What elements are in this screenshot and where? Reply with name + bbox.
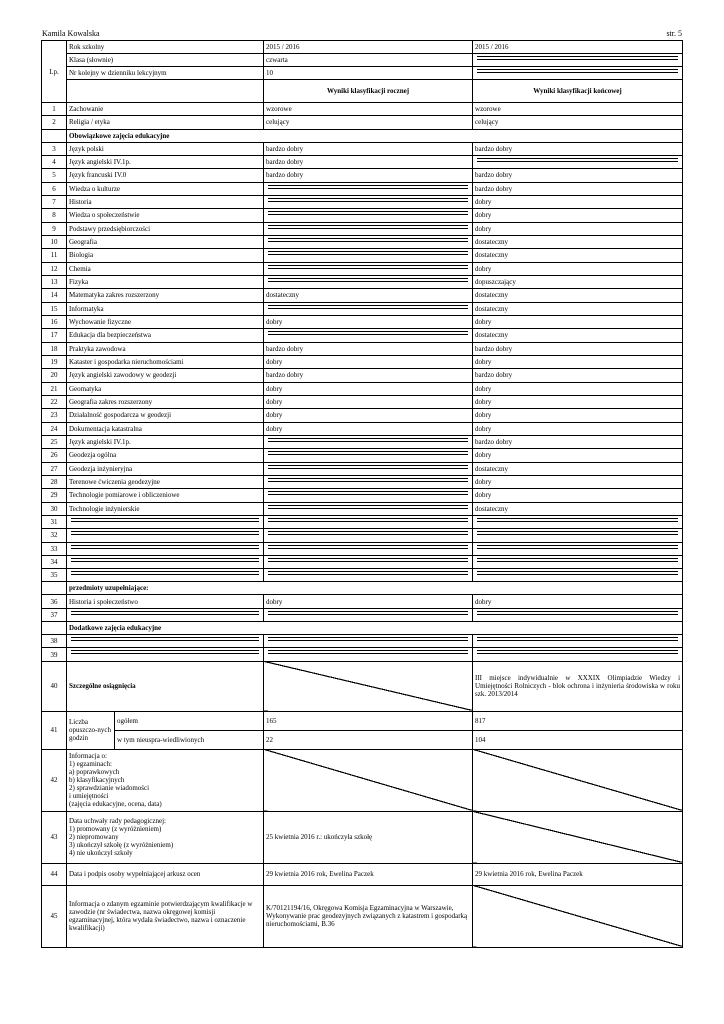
table-row: [42, 169, 683, 182]
row-lp: 6: [42, 182, 67, 195]
grade-annual: [264, 222, 473, 235]
grade-annual: [264, 435, 473, 448]
grade-final: dobry: [473, 222, 683, 235]
grade-final: bardzo dobry: [473, 435, 683, 448]
subject-name: Biologia: [67, 249, 264, 262]
number-label: Nr kolejny w dzienniku lekcyjnym: [67, 67, 264, 80]
grade-final: [473, 569, 683, 582]
row-lp: 10: [42, 235, 67, 248]
row-lp: 35: [42, 569, 67, 582]
grade-final: [473, 555, 683, 568]
subject-name: Język angielski zawodowy w geodezji: [67, 369, 264, 382]
row-lp: 41: [42, 711, 67, 749]
column-header-annual: Wyniki klasyfikacji rocznej: [264, 80, 473, 103]
grade-final: [473, 542, 683, 555]
absences-total-annual: 165: [264, 711, 473, 730]
grade-final: dostateczny: [473, 329, 683, 342]
row-lp: 37: [42, 608, 67, 621]
subject-name: Geodezja ogólna: [67, 449, 264, 462]
year-final: 2015 / 2016: [473, 41, 683, 54]
section-lp-blank: [42, 622, 67, 635]
row-lp: 16: [42, 315, 67, 328]
grade-annual: celujący: [264, 116, 473, 129]
table-row: [42, 395, 683, 408]
section-lp-blank: [42, 129, 67, 142]
subject-name: Praktyka zawodowa: [67, 342, 264, 355]
grade-final: [473, 515, 683, 528]
table-row: [42, 529, 683, 542]
column-header-blank: [67, 80, 264, 103]
table-row: [42, 462, 683, 475]
table-row: [42, 262, 683, 275]
row-lp: 44: [42, 863, 67, 885]
number-final: [473, 67, 683, 80]
subject-name: Terenowe ćwiczenia geodezyjne: [67, 475, 264, 488]
table-row: [42, 116, 683, 129]
table-row: [42, 635, 683, 648]
grade-annual: [264, 182, 473, 195]
achievements-label: Szczególne osiągnięcia: [67, 661, 264, 711]
row-lp: 8: [42, 209, 67, 222]
subject-name: [67, 515, 264, 528]
table-row: [42, 608, 683, 621]
row-lp: 31: [42, 515, 67, 528]
row-lp: 39: [42, 648, 67, 661]
table-row: [42, 342, 683, 355]
grade-annual: dobry: [264, 315, 473, 328]
grade-annual: [264, 235, 473, 248]
class-label: Klasa (słownie): [67, 54, 264, 67]
qualification-label: Informacja o zdanym egzaminie potwierdzającym kwalifikacje w zawodzie (nr świadectwa, nazwa okręgowej komisji egzaminacyjnej, która wydała świadectwo, nazwa i oznaczenie kwalifikacji): [67, 885, 264, 947]
grade-annual: [264, 555, 473, 568]
row-lp: 23: [42, 409, 67, 422]
table-row: [42, 329, 683, 342]
grade-final: dobry: [473, 355, 683, 368]
grade-final: dostateczny: [473, 289, 683, 302]
number-annual: 10: [264, 67, 473, 80]
grade-annual: [264, 302, 473, 315]
absences-label: Liczba opuszczo-nych godzin: [67, 711, 115, 749]
table-row: [42, 542, 683, 555]
absences-total-final: 817: [473, 711, 683, 730]
grade-final: dobry: [473, 315, 683, 328]
table-row: [42, 155, 683, 168]
grade-final: bardzo dobry: [473, 142, 683, 155]
subject-name: Religia / etyka: [67, 116, 264, 129]
table-row: [42, 449, 683, 462]
row-lp: 1: [42, 103, 67, 116]
achievements-final: III miejsce indywidualnie w XXXIX Olimpiadzie Wiedzy i Umiejętności Rolniczych - blok ochrona i inżynieria środowiska w roku szk. 2013/2014: [473, 661, 683, 711]
grade-final: dobry: [473, 449, 683, 462]
subject-name: Zachowanie: [67, 103, 264, 116]
row-lp: 38: [42, 635, 67, 648]
row-lp: 14: [42, 289, 67, 302]
row-lp: 34: [42, 555, 67, 568]
row-lp: 43: [42, 811, 67, 863]
row-lp: 7: [42, 195, 67, 208]
qualification-annual: K/70121194/16, Okręgowa Komisja Egzaminacyjna w Warszawie, Wykonywanie prac geodezyjnych związanych z katastrem i gospodarką nieruchomościami, B.36: [264, 885, 473, 947]
class-final: [473, 54, 683, 67]
grade-annual: dobry: [264, 355, 473, 368]
absences-unexcused-final: 104: [473, 730, 683, 749]
row-lp: 5: [42, 169, 67, 182]
row-lp: 13: [42, 275, 67, 288]
grade-final: dostateczny: [473, 235, 683, 248]
year-label: Rok szkolny: [67, 41, 264, 54]
subject-name: Język polski: [67, 142, 264, 155]
subject-name: [67, 529, 264, 542]
table-row: [42, 195, 683, 208]
table-row: [42, 302, 683, 315]
exams-final-crossed: [473, 749, 683, 811]
row-lp: 12: [42, 262, 67, 275]
council-annual: 25 kwietnia 2016 r.: ukończyła szkołę: [264, 811, 473, 863]
grade-final: dobry: [473, 395, 683, 408]
table-row: [42, 569, 683, 582]
subject-name: Wiedza o społeczeństwie: [67, 209, 264, 222]
row-lp: 2: [42, 116, 67, 129]
absences-total-label: ogółem: [115, 711, 264, 730]
subject-name: [67, 542, 264, 555]
subject-name: Geografia zakres rozszerzony: [67, 395, 264, 408]
grade-annual: [264, 449, 473, 462]
subject-name: Geografia: [67, 235, 264, 248]
grade-annual: [264, 635, 473, 648]
row-lp: 11: [42, 249, 67, 262]
grade-annual: dobry: [264, 595, 473, 608]
grade-annual: [264, 262, 473, 275]
grade-annual: bardzo dobry: [264, 155, 473, 168]
grade-final: dobry: [473, 409, 683, 422]
table-row: [42, 249, 683, 262]
grade-final: bardzo dobry: [473, 342, 683, 355]
subject-name: Technologie inżynierskie: [67, 502, 264, 515]
table-row: [42, 275, 683, 288]
grade-annual: wzorowe: [264, 103, 473, 116]
grade-final: celujący: [473, 116, 683, 129]
section-additional: Dodatkowe zajęcia edukacyjne: [67, 622, 683, 635]
subject-name: Język angielski IV.1p.: [67, 435, 264, 448]
subject-name: Edukacja dla bezpieczeństwa: [67, 329, 264, 342]
grade-annual: dobry: [264, 395, 473, 408]
row-lp: 40: [42, 661, 67, 711]
grade-final: dobry: [473, 489, 683, 502]
subject-name: [67, 608, 264, 621]
table-row: [42, 315, 683, 328]
lp-header: Lp.: [42, 41, 67, 103]
grade-final: dostateczny: [473, 302, 683, 315]
row-lp: 28: [42, 475, 67, 488]
grades-sheet: [41, 40, 683, 948]
grade-annual: [264, 195, 473, 208]
grade-annual: [264, 608, 473, 621]
row-lp: 27: [42, 462, 67, 475]
grade-annual: [264, 475, 473, 488]
row-lp: 26: [42, 449, 67, 462]
row-lp: 33: [42, 542, 67, 555]
row-lp: 9: [42, 222, 67, 235]
table-row: [42, 209, 683, 222]
grade-final: wzorowe: [473, 103, 683, 116]
grade-final: dostateczny: [473, 462, 683, 475]
subject-name: Wychowanie fizyczne: [67, 315, 264, 328]
subject-name: [67, 648, 264, 661]
signature-annual: 29 kwietnia 2016 rok, Ewelina Paczek: [264, 863, 473, 885]
subject-name: Geomatyka: [67, 382, 264, 395]
header-author: Kamila Kowalska: [42, 29, 100, 38]
table-row: [42, 355, 683, 368]
row-lp: 42: [42, 749, 67, 811]
year-annual: 2015 / 2016: [264, 41, 473, 54]
council-label: Data uchwały rady pedagogicznej: 1) promowany (z wyróżnieniem) 2) niepromowany 3) ukończył szkołę (z wyróżnieniem) 4) nie ukończył szkoły: [67, 811, 264, 863]
grade-final: dobry: [473, 422, 683, 435]
row-lp: 17: [42, 329, 67, 342]
exams-annual-crossed: [264, 749, 473, 811]
table-row: [42, 435, 683, 448]
row-lp: 15: [42, 302, 67, 315]
grade-annual: [264, 529, 473, 542]
subject-name: Technologie pomiarowe i obliczeniowe: [67, 489, 264, 502]
grade-annual: [264, 648, 473, 661]
section-supplementary: przedmioty uzupełniające:: [67, 582, 683, 595]
grade-final: dostateczny: [473, 249, 683, 262]
grade-final: dobry: [473, 195, 683, 208]
grade-final: dobry: [473, 595, 683, 608]
grade-annual: [264, 329, 473, 342]
grade-final: [473, 155, 683, 168]
grade-annual: dobry: [264, 409, 473, 422]
grade-annual: [264, 502, 473, 515]
subject-name: [67, 569, 264, 582]
table-row: [42, 142, 683, 155]
table-row: [42, 648, 683, 661]
grade-final: dobry: [473, 262, 683, 275]
subject-name: Podstawy przedsiębiorczości: [67, 222, 264, 235]
grade-final: bardzo dobry: [473, 369, 683, 382]
row-lp: 21: [42, 382, 67, 395]
table-row: [42, 289, 683, 302]
grade-annual: dobry: [264, 382, 473, 395]
grade-annual: [264, 489, 473, 502]
grade-annual: [264, 209, 473, 222]
table-row: [42, 369, 683, 382]
exams-label: Informacja o: 1) egzaminach: a) poprawkowych b) klasyfikacyjnych 2) sprawdzianie wiadomości i umiejętności (zajęcia edukacyjne, ocena, data): [67, 749, 264, 811]
grade-final: bardzo dobry: [473, 169, 683, 182]
grade-annual: bardzo dobry: [264, 142, 473, 155]
subject-name: Chemia: [67, 262, 264, 275]
table-row: [42, 475, 683, 488]
table-row: [42, 515, 683, 528]
achievements-annual-crossed: [264, 661, 473, 711]
subject-name: Matematyka zakres rozszerzony: [67, 289, 264, 302]
grade-annual: [264, 542, 473, 555]
grade-final: dopuszczający: [473, 275, 683, 288]
subject-name: Język francuski IV.0: [67, 169, 264, 182]
row-lp: 30: [42, 502, 67, 515]
table-row: [42, 103, 683, 116]
grade-annual: bardzo dobry: [264, 169, 473, 182]
row-lp: 3: [42, 142, 67, 155]
row-lp: 22: [42, 395, 67, 408]
row-lp: 24: [42, 422, 67, 435]
row-lp: 36: [42, 595, 67, 608]
class-annual: czwarta: [264, 54, 473, 67]
table-row: [42, 235, 683, 248]
table-row: [42, 422, 683, 435]
table-row: [42, 502, 683, 515]
grade-final: [473, 608, 683, 621]
table-row: [42, 222, 683, 235]
grade-final: [473, 635, 683, 648]
grade-final: bardzo dobry: [473, 182, 683, 195]
grade-final: dobry: [473, 475, 683, 488]
grade-final: [473, 529, 683, 542]
subject-name: Kataster i gospodarka nieruchomościami: [67, 355, 264, 368]
table-row: [42, 595, 683, 608]
grade-annual: [264, 275, 473, 288]
table-row: [42, 409, 683, 422]
table-row: [42, 382, 683, 395]
grade-annual: [264, 515, 473, 528]
grade-annual: [264, 569, 473, 582]
row-lp: 19: [42, 355, 67, 368]
table-row: [42, 555, 683, 568]
section-mandatory: Obowiązkowe zajęcia edukacyjne: [67, 129, 683, 142]
qualification-final-crossed: [473, 885, 683, 947]
subject-name: Działalność gospodarcza w geodezji: [67, 409, 264, 422]
subject-name: Język angielski IV.1p.: [67, 155, 264, 168]
subject-name: Historia: [67, 195, 264, 208]
subject-name: Fizyka: [67, 275, 264, 288]
subject-name: Geodezja inżynieryjna: [67, 462, 264, 475]
grade-annual: dostateczny: [264, 289, 473, 302]
table-row: [42, 182, 683, 195]
subject-name: Historia i społeczeństwo: [67, 595, 264, 608]
grade-final: dostateczny: [473, 502, 683, 515]
grade-annual: bardzo dobry: [264, 342, 473, 355]
row-lp: 25: [42, 435, 67, 448]
subject-name: [67, 555, 264, 568]
signature-label: Data i podpis osoby wypełniającej arkusz ocen: [67, 863, 264, 885]
absences-unexcused-annual: 22: [264, 730, 473, 749]
grade-annual: [264, 462, 473, 475]
row-lp: 18: [42, 342, 67, 355]
header-page-number: str. 5: [666, 29, 682, 38]
subject-name: Wiedza o kulturze: [67, 182, 264, 195]
row-lp: 20: [42, 369, 67, 382]
grade-final: dobry: [473, 209, 683, 222]
subject-name: [67, 635, 264, 648]
row-lp: 29: [42, 489, 67, 502]
grade-annual: [264, 249, 473, 262]
row-lp: 45: [42, 885, 67, 947]
row-lp: 4: [42, 155, 67, 168]
section-lp-blank: [42, 582, 67, 595]
grade-final: [473, 648, 683, 661]
grade-annual: bardzo dobry: [264, 369, 473, 382]
table-row: [42, 489, 683, 502]
signature-final: 29 kwietnia 2016 rok, Ewelina Paczek: [473, 863, 683, 885]
grade-annual: dobry: [264, 422, 473, 435]
subject-name: Dokumentacja katastralna: [67, 422, 264, 435]
row-lp: 32: [42, 529, 67, 542]
subject-name: Informatyka: [67, 302, 264, 315]
column-header-final: Wyniki klasyfikacji końcowej: [473, 80, 683, 103]
council-final-crossed: [473, 811, 683, 863]
absences-unexcused-label: w tym nieuspra-wiedliwionych: [115, 730, 264, 749]
grade-final: dobry: [473, 382, 683, 395]
